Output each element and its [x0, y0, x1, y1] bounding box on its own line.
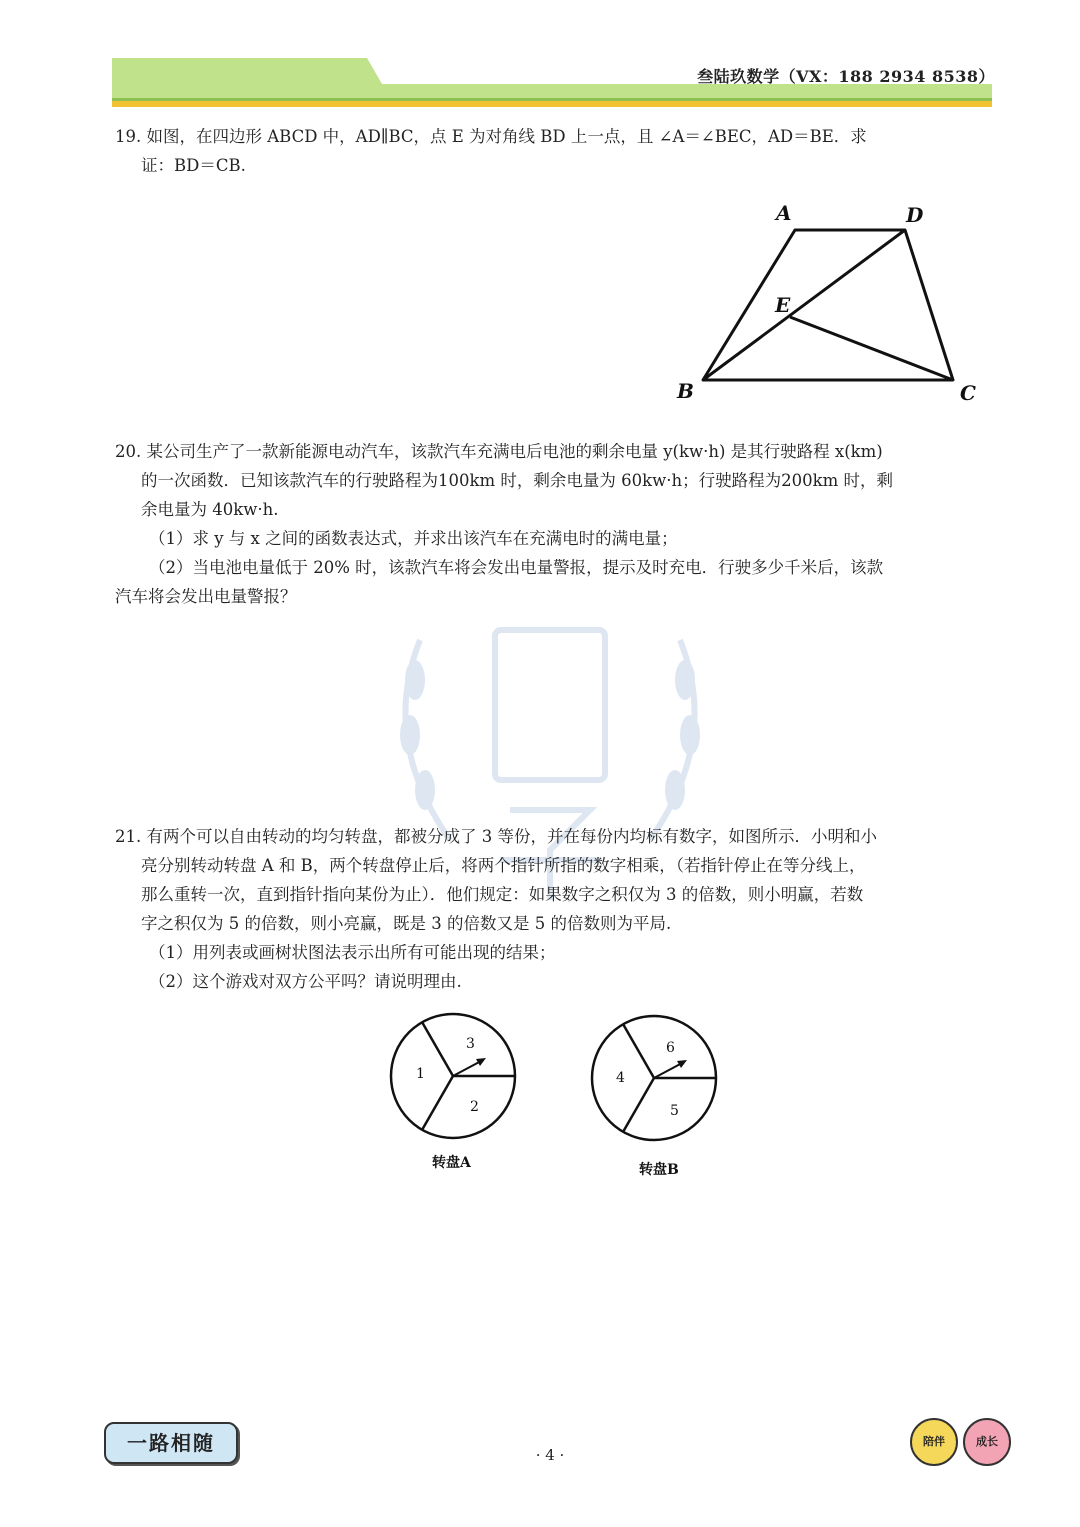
- q20-part-2-line-2: 汽车将会发出电量警报？: [115, 587, 297, 606]
- spinner-a-number-1: 3: [466, 1036, 475, 1052]
- question-21: [115, 822, 995, 996]
- q19-line-1: 19. 如图，在四边形 ABCD 中，AD∥BC，点 E 为对角线 BD 上一点，且 ∠A＝∠BEC，AD＝BE．求: [115, 127, 867, 146]
- q21-part-2: （2）这个游戏对双方公平吗？请说明理由.: [149, 972, 462, 991]
- q19-line-2: 证：BD＝CB.: [141, 156, 246, 175]
- spinner-a-caption: 转盘A: [432, 1155, 471, 1171]
- spinners-figure: [380, 1010, 740, 1185]
- spinner-b-number-2: 4: [616, 1070, 625, 1086]
- label-a: A: [776, 201, 792, 225]
- q20-part-2-line-1: （2）当电池电量低于 20% 时，该款汽车将会发出电量警报，提示及时充电．行驶多少千米后，该款: [149, 558, 884, 577]
- badge-growth: 成长: [963, 1418, 1011, 1466]
- q20-line-3: 余电量为 40kw·h.: [141, 500, 279, 519]
- q20-line-1: 20. 某公司生产了一款新能源电动汽车，该款汽车充满电后电池的剩余电量 y(kw·h) 是其行驶路程 x(km): [115, 442, 883, 461]
- label-d: D: [906, 203, 924, 227]
- label-c: C: [960, 381, 976, 405]
- q21-line-1: 21. 有两个可以自由转动的均匀转盘，都被分成了 3 等份，并在每份内均标有数字，如图所示．小明和小: [115, 827, 877, 846]
- label-b: B: [677, 379, 694, 403]
- spinner-a-number-2: 1: [416, 1066, 425, 1082]
- question-20: [115, 437, 995, 611]
- quadrilateral-figure: [660, 195, 990, 410]
- question-19: [115, 122, 995, 180]
- spinner-b-number-3: 5: [670, 1103, 679, 1119]
- spinner-b-number-1: 6: [666, 1040, 675, 1056]
- badge-companion: 陪伴: [910, 1418, 958, 1466]
- q21-line-3: 那么重转一次，直到指针指向某份为止）．他们规定：如果数字之积仅为 3 的倍数，则小明赢，若数: [141, 885, 864, 904]
- segment-ec: [790, 317, 953, 380]
- header-title: 叁陆玖数学（VX：188 2934 8538）: [697, 67, 995, 86]
- spinner-a-number-3: 2: [470, 1099, 479, 1115]
- spinner-b-caption: 转盘B: [639, 1162, 679, 1178]
- spinner-a: [391, 1014, 515, 1138]
- quadrilateral-abcd: [703, 230, 953, 380]
- diagonal-bd: [703, 230, 905, 380]
- footer-label: 一路相随: [104, 1422, 238, 1464]
- q20-part-1: （1）求 y 与 x 之间的函数表达式，并求出该汽车在充满电时的满电量；: [149, 529, 678, 548]
- page-number: · 4 ·: [535, 1446, 565, 1464]
- spinner-b: [592, 1016, 716, 1140]
- q20-line-2: 的一次函数．已知该款汽车的行驶路程为100km 时，剩余电量为 60kw·h；行驶路程为200km 时，剩: [141, 471, 893, 490]
- q21-part-1: （1）用列表或画树状图法表示出所有可能出现的结果；: [149, 943, 556, 962]
- q21-line-4: 字之积仅为 5 的倍数，则小亮赢，既是 3 的倍数又是 5 的倍数则为平局.: [141, 914, 672, 933]
- label-e: E: [775, 293, 791, 317]
- q21-line-2: 亮分别转动转盘 A 和 B，两个转盘停止后，将两个指针所指的数字相乘，（若指针停止在等分线上，: [141, 856, 866, 875]
